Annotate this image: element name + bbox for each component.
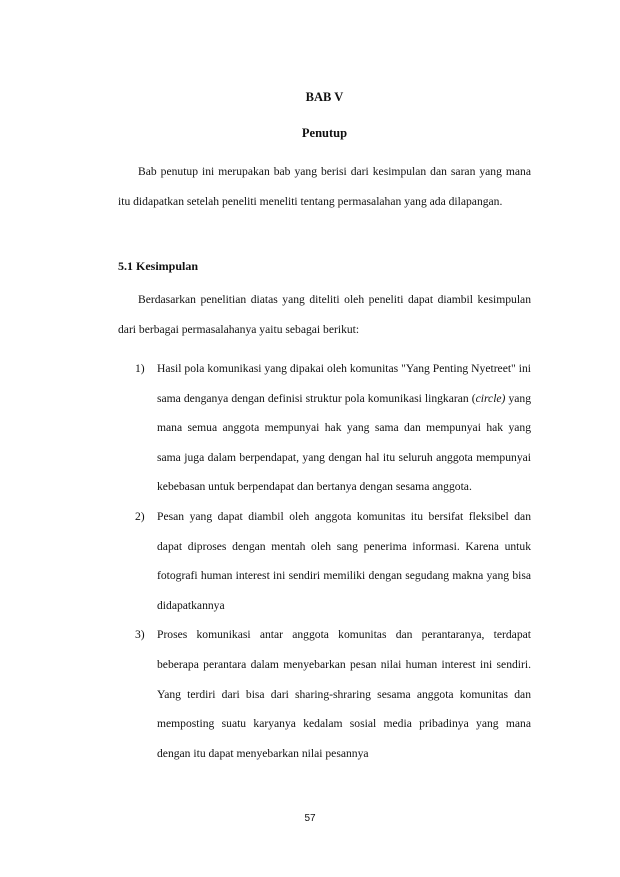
list-item-text [157, 628, 531, 759]
list-item-text [157, 362, 531, 493]
list-item-text-italic: circle) [475, 391, 506, 405]
list-item-text [157, 510, 531, 612]
list-item [135, 502, 531, 620]
list-item-text-before: Pesan yang dapat diambil oleh anggota komunitas itu bersifat fleksibel dan dapat diproses dengan mentah oleh sang penerima informasi. Karena untuk fotografi human interest ini sendiri memiliki dengan segudang makna yang bisa didapatkannya [157, 509, 531, 612]
list-marker: 1) [135, 362, 145, 375]
chapter-title: Penutup [301, 126, 348, 140]
list-item-text-before: Hasil pola komunikasi yang dipakai oleh komunitas "Yang Penting Nyetreet" ini sama denganya dengan definisi struktur pola komunikasi lingkaran ( [157, 362, 531, 405]
list-marker: 2) [135, 509, 145, 523]
list-item-text-after: yang mana semua anggota mempunyai hak yang sama dan mempunyai hak yang sama juga dalam berpendapat, yang dengan hal itu seluruh anggota mempunyai kebebasan untuk berpendapat dan bertanya dengan sesama anggota. [157, 391, 531, 494]
list-item [135, 620, 531, 768]
section-paragraph: Berdasarkan penelitian diatas yang diteliti oleh peneliti dapat diambil kesimpulan dari berbagai permasalahanya yaitu sebagai berikut: [118, 293, 531, 337]
page-number: 57 [304, 813, 316, 824]
chapter-number: BAB V [305, 90, 344, 104]
intro-paragraph: Bab penutup ini merupakan bab yang berisi dari kesimpulan dan saran yang mana itu didapatkan setelah peneliti meneliti tentang permasalahan yang ada dilapangan. [118, 165, 531, 209]
list-item-text-before: Proses komunikasi antar anggota komunitas dan perantaranya, terdapat beberapa perantara dalam menyebarkan pesan nilai human interest ini sendiri. Yang terdiri dari bisa dari sharing-shraring sesama anggota komunitas dan memposting suatu karyanya kedalam sosial media pribadinya yang mana dengan itu dapat menyebarkan nilai pesannya [157, 628, 531, 760]
section-heading: 5.1 Kesimpulan [118, 259, 199, 273]
conclusion-list [135, 354, 531, 768]
list-marker: 3) [135, 628, 145, 642]
list-item [135, 354, 531, 502]
